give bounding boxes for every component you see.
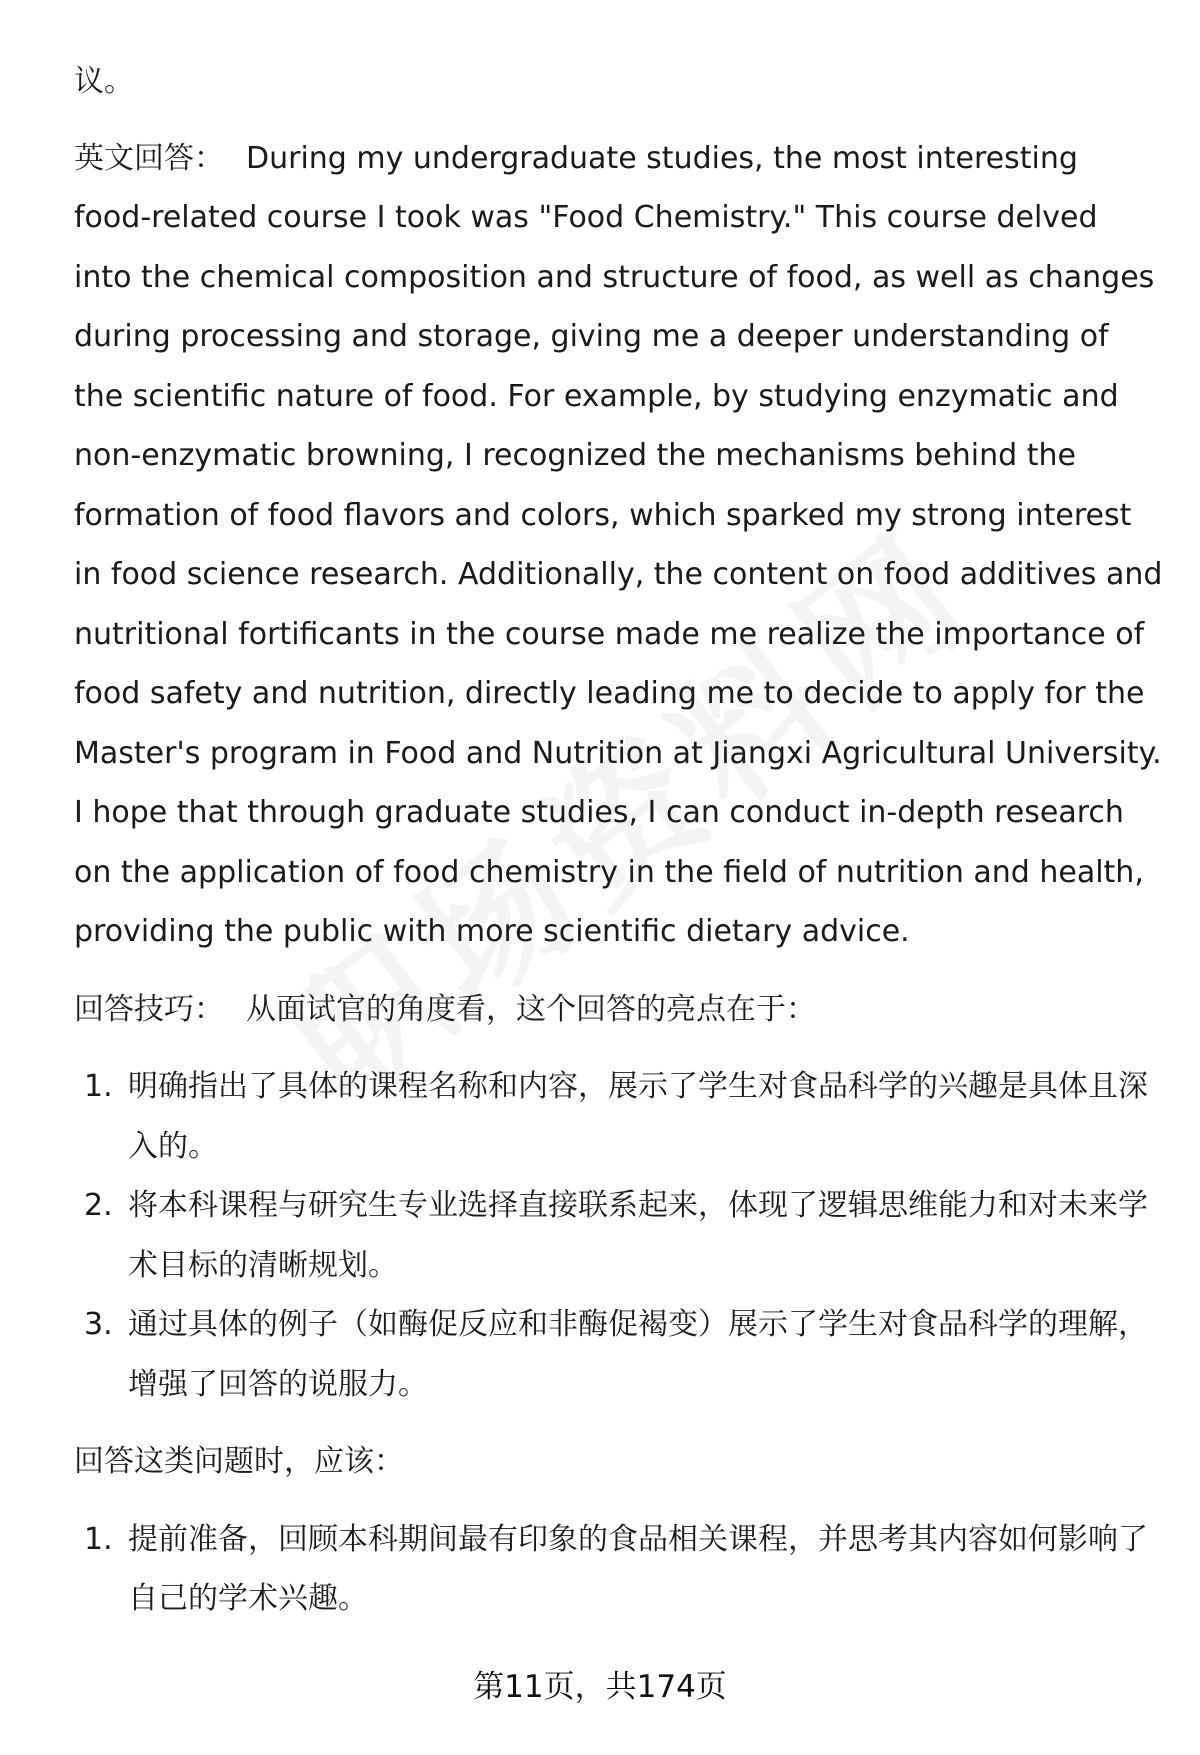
english-answer-label: 英文回答：	[74, 140, 224, 176]
list-item-text: 提前准备，回顾本科期间最有印象的食品相关课程，并思考其内容如何影响了自己的学术兴趣。	[128, 1521, 1148, 1616]
page-indicator: 第11页，共174页	[473, 1669, 727, 1705]
list-item	[74, 1176, 1164, 1295]
list-item-text: 将本科课程与研究生专业选择直接联系起来，体现了逻辑思维能力和对未来学术目标的清晰规划。	[128, 1188, 1148, 1283]
list-item-text: 明确指出了具体的课程名称和内容，展示了学生对食品科学的兴趣是具体且深入的。	[128, 1069, 1148, 1164]
tips-text: 从面试官的角度看，这个回答的亮点在于：	[246, 991, 816, 1027]
list-item-text: 通过具体的例子（如酶促反应和非酶促褐变）展示了学生对食品科学的理解，增强了回答的说服力。	[128, 1307, 1148, 1402]
tips-paragraph	[74, 980, 1164, 1040]
advice-list	[74, 1510, 1164, 1629]
list-number: 1.	[84, 1521, 113, 1557]
continued-text: 议。	[74, 64, 134, 99]
page-footer	[0, 1665, 1200, 1709]
how-to-answer-heading: 回答这类问题时，应该：	[74, 1444, 404, 1479]
list-item	[74, 1295, 1164, 1414]
tips-label: 回答技巧：	[74, 991, 224, 1027]
list-number: 3.	[84, 1307, 113, 1342]
list-number: 1.	[84, 1069, 113, 1104]
highlights-list	[74, 1057, 1164, 1414]
list-item	[74, 1057, 1164, 1176]
english-answer-text: During my undergraduate studies, the most interesting food-related course I took was "Food Chemistry." This course delved into the chemical composition and structure of food, as well as changes during processing and storage, giving me a deeper understanding of the scientific nature of food. For example, by studying enzymatic and non-enzymatic browning, I recognized the mechanisms behind the formation of food flavors and colors, which sparked my strong interest in food science research. Additionally, the content on food additives and nutritional fortificants in the course made me realize the importance of food safety and nutrition, directly leading me to decide to apply for the Master's program in Food and Nutrition at Jiangxi Agricultural University. I hope that through graduate studies, I can conduct in-depth research on the application of food chemistry in the field of nutrition and health, providing the public with more scientific dietary advice.	[74, 140, 1163, 949]
list-number: 2.	[84, 1188, 113, 1223]
list-item	[74, 1510, 1164, 1629]
english-answer-paragraph	[74, 129, 1164, 962]
page-content	[74, 52, 1164, 1647]
